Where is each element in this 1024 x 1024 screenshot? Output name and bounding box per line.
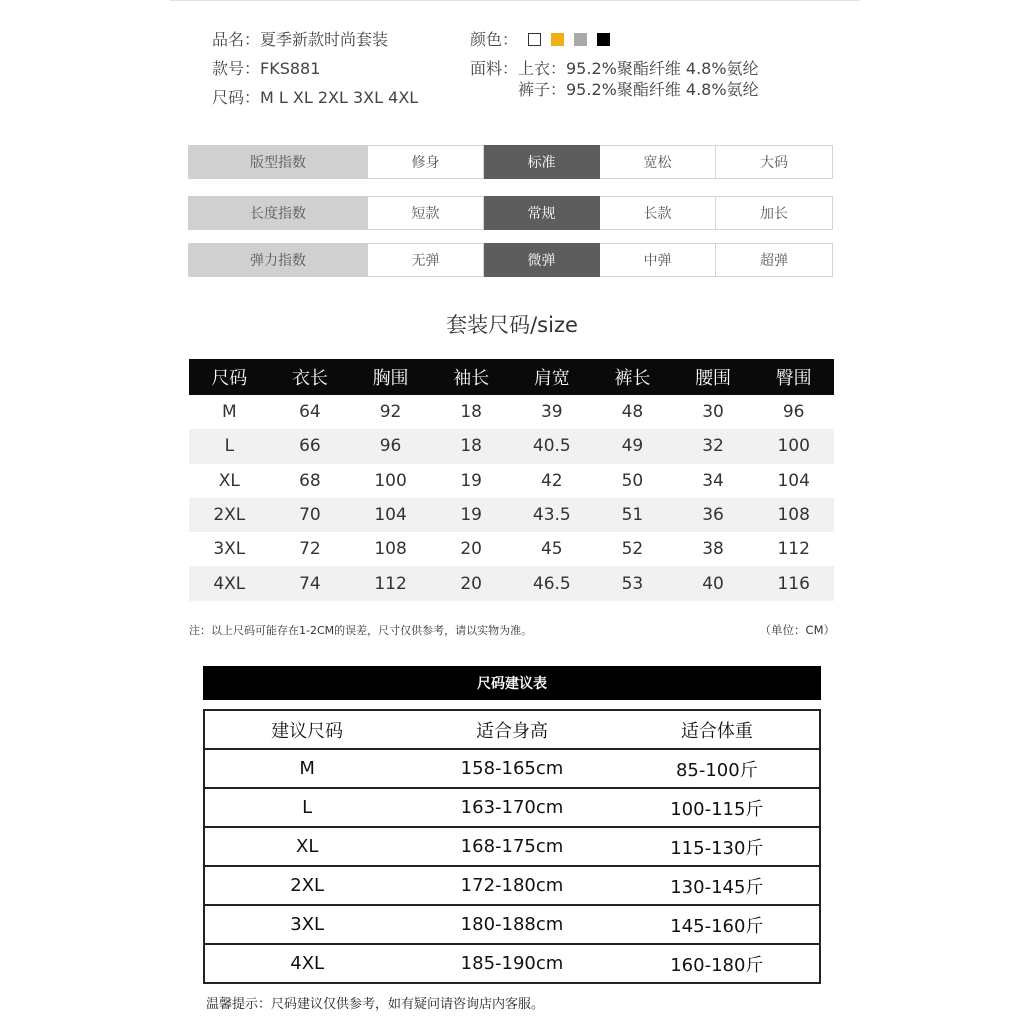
- recommend-cell: 185-190cm: [460, 953, 564, 974]
- product-style-number: 款号：FKS881: [212, 59, 321, 78]
- color-swatch: [597, 33, 610, 46]
- size-table-cell: 74: [270, 566, 351, 600]
- fit-index-option: 修身: [368, 145, 484, 179]
- fit-index-option: 短款: [368, 196, 484, 230]
- size-table-header-cell: 腰围: [673, 359, 754, 395]
- size-table-cell: 4XL: [189, 566, 270, 600]
- size-table-cell: 48: [621, 402, 644, 423]
- color-swatch: [574, 33, 587, 46]
- size-table-cell: 32: [673, 429, 754, 463]
- color-swatch: [551, 33, 564, 46]
- table-row: [189, 566, 834, 600]
- fabric-top: 面料：上衣：95.2%聚酯纤维 4.8%氨纶: [470, 59, 759, 78]
- fit-index-option: 宽松: [600, 145, 716, 179]
- recommend-header-cell: 适合身高: [409, 710, 614, 749]
- size-table-header-row: [189, 359, 834, 395]
- size-table-cell: 2XL: [189, 498, 270, 532]
- recommend-cell: XL: [204, 827, 409, 866]
- table-row: [189, 498, 834, 532]
- size-table-cell: 18: [460, 402, 482, 423]
- recommend-cell: 2XL: [204, 866, 409, 905]
- size-table-header-cell: 裤长: [592, 359, 673, 395]
- recommend-cell: 158-165cm: [409, 749, 614, 788]
- table-row: [204, 866, 820, 905]
- fit-index-option: 长款: [600, 196, 716, 230]
- size-table-cell: 112: [777, 539, 810, 560]
- recommend-cell: 172-180cm: [409, 866, 614, 905]
- product-colors: [470, 28, 610, 52]
- warm-tip: 温馨提示：尺码建议仅供参考，如有疑问请咨询店内客服。: [206, 997, 545, 1012]
- recommend-cell: 4XL: [290, 953, 325, 974]
- fit-index-option: 加长: [716, 196, 833, 230]
- recommend-cell: 180-188cm: [409, 905, 614, 944]
- color-swatch: [528, 33, 541, 46]
- table-row: [189, 429, 834, 463]
- size-table-header-cell: 胸围: [350, 359, 431, 395]
- size-table-cell: 40.5: [512, 429, 593, 463]
- fit-index-label: 长度指数: [188, 196, 368, 230]
- recommend-cell: 115-130斤: [615, 827, 820, 866]
- table-row: [189, 464, 834, 498]
- size-table-cell: 92: [379, 402, 402, 423]
- size-table-cell: 49: [592, 429, 673, 463]
- fit-index-option-selected: 标准: [484, 145, 600, 179]
- size-table-cell: 116: [753, 566, 834, 600]
- size-table-cell: 40: [673, 566, 754, 600]
- fit-index-option: 无弹: [368, 243, 484, 277]
- size-table-cell: 100: [753, 429, 834, 463]
- recommend-cell: L: [204, 788, 409, 827]
- size-table-cell: 3XL: [213, 539, 246, 560]
- recommend-cell: 145-160斤: [615, 905, 820, 944]
- recommend-cell: M: [204, 749, 409, 788]
- size-table-cell: L: [189, 429, 270, 463]
- recommend-cell: 100-115斤: [615, 788, 820, 827]
- size-table-cell: 36: [673, 498, 754, 532]
- size-table-cell: 104: [350, 498, 431, 532]
- fit-index-label: 弹力指数: [188, 243, 368, 277]
- recommend-cell: 85-100斤: [615, 749, 820, 788]
- size-note: 注：以上尺码可能存在1-2CM的误差，尺寸仅供参考，请以实物为准。: [189, 624, 533, 637]
- table-row: [204, 788, 820, 827]
- size-table-cell: 108: [374, 539, 407, 560]
- size-table-cell: 112: [350, 566, 431, 600]
- fit-index-option: 中弹: [600, 243, 716, 277]
- table-row: [204, 944, 820, 983]
- fit-index-row: [188, 196, 833, 230]
- size-table-cell: 70: [270, 498, 351, 532]
- size-table-cell: 30: [702, 402, 724, 423]
- size-table-cell: 42: [540, 470, 563, 491]
- size-table-cell: 66: [270, 429, 351, 463]
- recommend-cell: 160-180斤: [670, 954, 764, 976]
- recommend-header-cell: 建议尺码: [204, 710, 409, 749]
- top-divider: [170, 0, 860, 1]
- size-table-cell: 96: [350, 429, 431, 463]
- recommend-table: [203, 709, 821, 984]
- size-table-cell: 46.5: [512, 566, 593, 600]
- size-table-cell: 43.5: [512, 498, 593, 532]
- size-table-cell: 39: [540, 402, 563, 423]
- recommend-cell: 168-175cm: [409, 827, 614, 866]
- size-table-cell: 53: [592, 566, 673, 600]
- product-name: 品名：夏季新款时尚套装: [212, 30, 389, 49]
- fabric-pants: 裤子：95.2%聚酯纤维 4.8%氨纶: [518, 80, 759, 99]
- size-table-cell: M: [221, 402, 237, 423]
- size-table-cell: 72: [299, 539, 321, 560]
- size-table-cell: 20: [431, 566, 512, 600]
- size-table-header-cell: 衣长: [270, 359, 351, 395]
- size-table-cell: 64: [299, 402, 321, 423]
- table-row: [204, 905, 820, 944]
- size-table-cell: 19: [431, 498, 512, 532]
- fit-index-option-selected: 微弹: [484, 243, 600, 277]
- product-sizes: 尺码：M L XL 2XL 3XL 4XL: [212, 88, 419, 107]
- size-table-cell: 51: [592, 498, 673, 532]
- size-table-cell: 104: [777, 470, 810, 491]
- fit-index-option: 超弹: [716, 243, 833, 277]
- fit-index-row: [188, 145, 833, 179]
- recommend-title: 尺码建议表: [203, 666, 821, 700]
- size-table: [189, 359, 834, 601]
- size-table-header-cell: 尺码: [189, 359, 270, 395]
- size-table-cell: 108: [753, 498, 834, 532]
- recommend-header-row: [204, 710, 820, 749]
- size-table-cell: 18: [431, 429, 512, 463]
- fit-index-row: [188, 243, 833, 277]
- recommend-cell: 3XL: [204, 905, 409, 944]
- color-swatches: [518, 30, 610, 49]
- size-table-cell: 34: [702, 470, 724, 491]
- size-table-cell: 96: [782, 402, 805, 423]
- size-table-header-cell: 臀围: [753, 359, 834, 395]
- size-table-cell: 100: [374, 470, 407, 491]
- size-table-cell: 68: [299, 470, 321, 491]
- fit-index-label: 版型指数: [188, 145, 368, 179]
- size-table-cell: 50: [621, 470, 644, 491]
- recommend-cell: 163-170cm: [409, 788, 614, 827]
- recommend-cell: 130-145斤: [615, 866, 820, 905]
- size-table-cell: 52: [621, 539, 644, 560]
- size-table-cell: 19: [460, 470, 482, 491]
- fit-index-option: 大码: [716, 145, 833, 179]
- table-row: [189, 395, 834, 429]
- table-row: [189, 532, 834, 566]
- size-table-header-cell: 肩宽: [512, 359, 593, 395]
- size-table-cell: 20: [460, 539, 482, 560]
- size-unit: （单位：CM）: [759, 623, 835, 637]
- table-row: [204, 827, 820, 866]
- table-row: [204, 749, 820, 788]
- size-table-title: 套装尺码/size: [446, 313, 578, 337]
- size-table-cell: XL: [218, 470, 240, 491]
- color-label: 颜色：: [470, 30, 519, 49]
- fit-index-option-selected: 常规: [484, 196, 600, 230]
- size-table-cell: 45: [540, 539, 563, 560]
- size-table-cell: 38: [702, 539, 724, 560]
- size-table-header-cell: 袖长: [431, 359, 512, 395]
- recommend-header-cell: 适合体重: [615, 710, 820, 749]
